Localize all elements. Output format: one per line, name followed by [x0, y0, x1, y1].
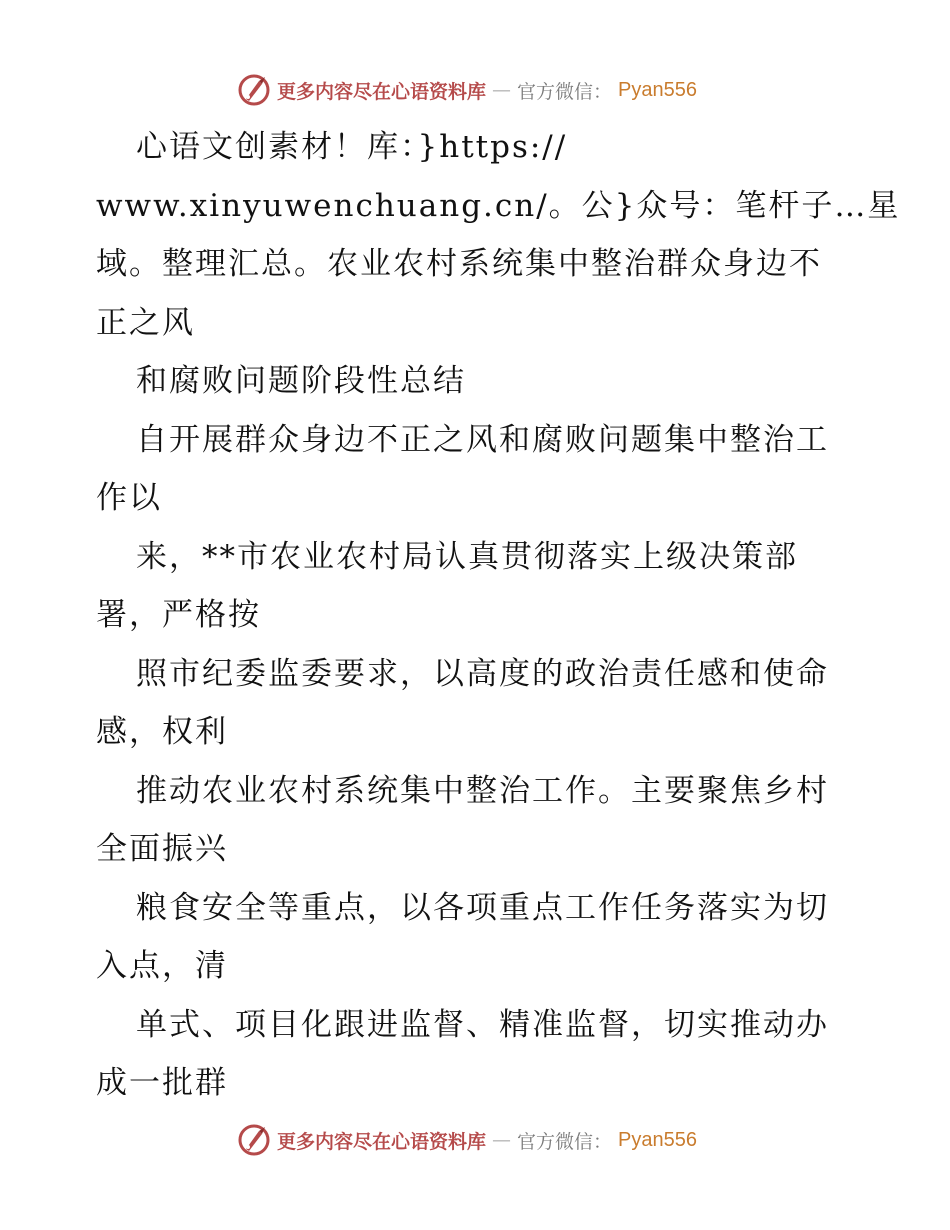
footer-banner-content: [237, 1123, 697, 1157]
text-line: 感，权利: [96, 714, 228, 750]
banner-wechat-id: Pyan556: [618, 1128, 697, 1151]
footer-banner: [0, 1120, 950, 1160]
text-line: 推动农业农村系统集中整治工作。主要聚焦乡村: [136, 772, 829, 809]
text-line: 成一批群: [96, 1065, 228, 1101]
banner-title: 更多内容尽在心语资料库: [277, 1130, 487, 1153]
banner-official-label: 官方微信：: [517, 80, 613, 103]
banner-title: 更多内容尽在心语资料库: [277, 80, 487, 103]
text-line: 作以: [96, 480, 162, 516]
text-line: 来，**市农业农村局认真贯彻落实上级决策部: [136, 538, 798, 575]
banner-dash: —: [492, 1129, 512, 1151]
text-line: 署，严格按: [96, 597, 261, 633]
text-line: 自开展群众身边不正之风和腐败问题集中整治工: [136, 421, 829, 458]
text-line: 心语文创素材！库：}https://: [136, 129, 568, 165]
banner-official-label: 官方微信：: [517, 1130, 613, 1153]
quill-pen-logo-icon: [237, 1123, 271, 1157]
text-line: 入点，清: [96, 948, 228, 984]
quill-pen-logo-icon: [237, 73, 271, 107]
header-banner-content: [237, 73, 697, 107]
text-line: 和腐败问题阶段性总结: [136, 363, 466, 399]
text-line: 照市纪委监委要求，以高度的政治责任感和使命: [136, 655, 829, 692]
text-line: 域。整理汇总。农业农村系统集中整治群众身边不: [96, 246, 822, 282]
header-banner: [0, 70, 950, 110]
banner-dash: —: [492, 79, 512, 101]
text-line: 单式、项目化跟进监督、精准监督，切实推动办: [136, 1006, 829, 1043]
text-line: www.xinyuwenchuang.cn/。公}众号：笔杆子…星: [96, 187, 901, 224]
banner-wechat-id: Pyan556: [618, 78, 697, 101]
text-line: 全面振兴: [96, 831, 228, 867]
document-body: [96, 118, 901, 1113]
text-line: 粮食安全等重点，以各项重点工作任务落实为切: [136, 889, 829, 926]
text-line: 正之风: [96, 304, 195, 341]
